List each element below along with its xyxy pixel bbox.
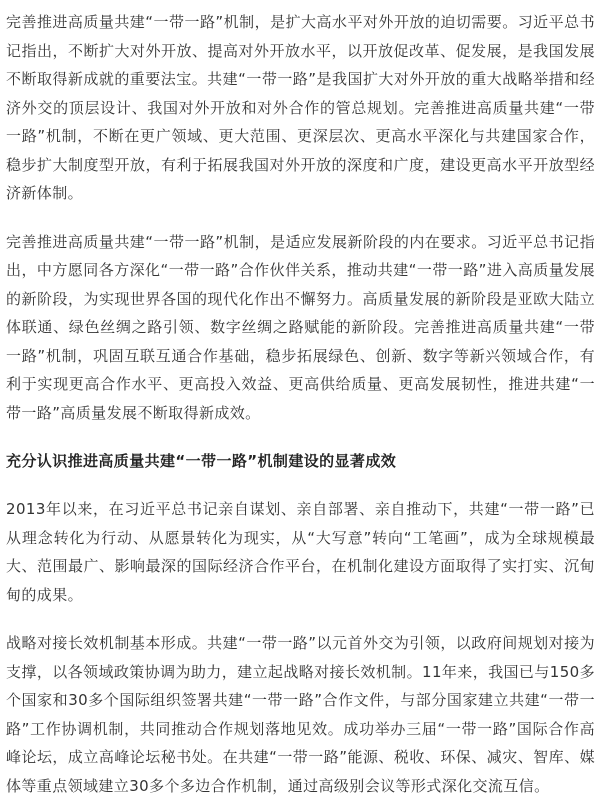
section-heading: 充分认识推进高质量共建“一带一路”机制建设的显著成效 — [6, 452, 397, 470]
paragraph-1: 完善推进高质量共建“一带一路”机制，是扩大高水平对外开放的迫切需要。习近平总书记指出，不断扩大对外开放、提高对外开放水平，以开放促改革、促发展，是我国发展不断取得新成就的重要法宝。共建“一带一路”是我国扩大对外开放的重大战略举措和经济外交的顶层设计、我国对外开放和对外合作的管总规划。完善推进高质量共建“一带一路”机制，不断在更广领域、更大范围、更深层次、更高水平深化与共建国家合作，稳步扩大制度型开放，有利于拓展我国对外开放的深度和广度，建设更高水平开放型经济新体制。 — [6, 13, 595, 202]
paragraph-3: 2013年以来，在习近平总书记亲自谋划、亲自部署、亲自推动下，共建“一带一路”已从理念转化为行动、从愿景转化为现实，从“大写意”转向“工笔画”，成为全球规模最大、范围最广、影响最深的国际经济合作平台，在机制化建设方面取得了实打实、沉甸甸的成果。 — [6, 500, 595, 604]
paragraph-2: 完善推进高质量共建“一带一路”机制，是适应发展新阶段的内在要求。习近平总书记指出，中方愿同各方深化“一带一路”合作伙伴关系，推动共建“一带一路”进入高质量发展的新阶段，为实现世界各国的现代化作出不懈努力。高质量发展的新阶段是亚欧大陆立体联通、绿色丝绸之路引领、数字丝绸之路赋能的新阶段。完善推进高质量共建“一带一路”机制，巩固互联互通合作基础，稳步拓展绿色、创新、数字等新兴领域合作，有利于实现更高合作水平、更高投入效益、更高供给质量、更高发展韧性，推进共建“一带一路”高质量发展不断取得新成效。 — [6, 232, 595, 422]
paragraph-4: 战略对接长效机制基本形成。共建“一带一路”以元首外交为引领，以政府间规划对接为支撑，以各领域政策协调为助力，建立起战略对接长效机制。11年来，我国已与150多个国家和30多个国际组织签署共建“一带一路”合作文件，与部分国家建立共建“一带一路”工作协调机制，共同推动合作规划落地见效。成功举办三届“一带一路”国际合作高峰论坛，成立高峰论坛秘书处。在共建“一带一路”能源、税收、环保、减灾、智库、媒体等重点领域建立30多个多边合作机制，通过高级别会议等形式深化交流互信。 — [6, 634, 595, 795]
